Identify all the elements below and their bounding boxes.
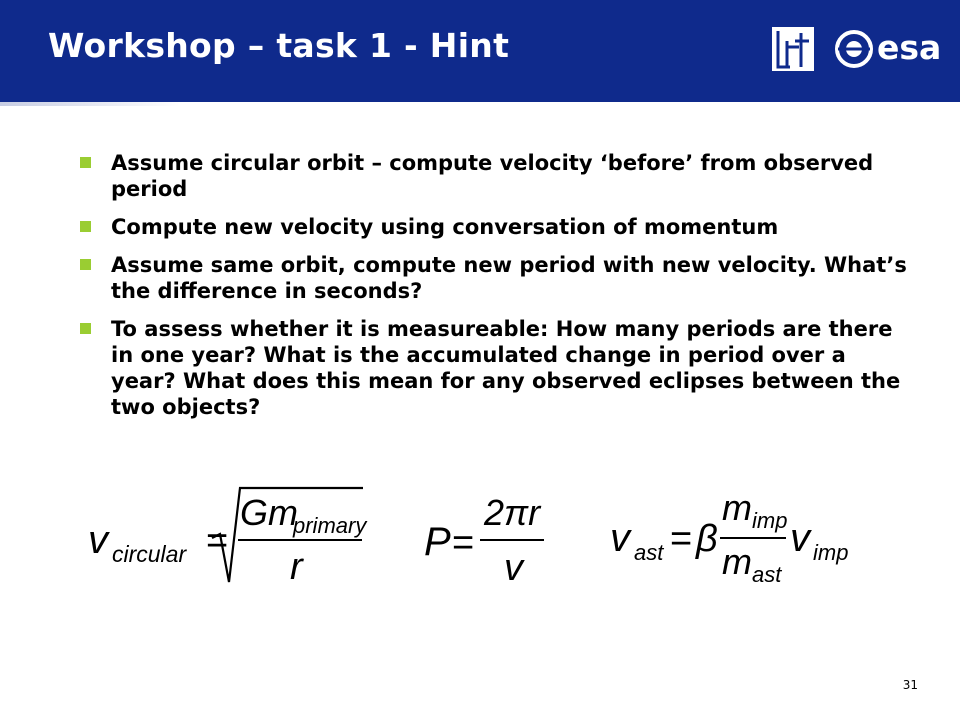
bullet-item [80,316,910,420]
eq3-numerator-sub: imp [752,508,788,533]
eq1-lhs: v [88,518,108,562]
bullet-square-icon [80,259,91,270]
eq3-lhs-sub: ast [634,540,664,565]
eq3-numerator: m [722,487,752,528]
esa-logo [834,25,946,73]
bullet-text: Assume circular orbit – compute velocity ‘before’ from observed period [111,151,874,201]
bullet-text: Compute new velocity using conversation of momentum [111,215,779,239]
bullet-item [80,252,910,304]
bullet-list [80,150,910,432]
esa-logo-text: esa [877,28,942,67]
bullet-text: To assess whether it is measureable: How many periods are there in one year? What is the accumulated change in period over a year? What does this mean for any observed eclipses between the two objects? [111,317,901,419]
equation-asteroid-velocity [610,476,870,586]
eq2-lhs: P [424,520,451,564]
bullet-text: Assume same orbit, compute new period with new velocity. What’s the difference in seconds? [111,253,907,303]
eq1-equals: = [206,520,229,562]
eq3-rhs: v [790,516,810,560]
eq1-denominator: r [290,546,303,588]
header-bar [0,0,960,102]
equation-period [420,480,560,590]
eq1-lhs-sub: circular [112,541,187,567]
bullet-square-icon [80,323,91,334]
page-number: 31 [902,678,918,692]
slide-title: Workshop – task 1 - Hint [48,26,510,65]
eq1-numerator: Gm [240,492,298,533]
header-shadow [0,102,180,106]
equation-circular-velocity [88,480,378,590]
bullet-square-icon [80,221,91,232]
eq3-denominator: m [722,541,752,582]
eq3-rhs-sub: imp [813,540,849,565]
eq3-beta: β [696,518,718,560]
bullet-item [80,150,910,202]
lrt-logo [770,25,816,73]
eq3-equals: = [670,518,693,560]
bullet-item [80,214,910,240]
eq2-numerator: 2πr [484,492,541,533]
bullet-square-icon [80,157,91,168]
eq1-numerator-sub: primary [293,513,367,538]
eq3-denominator-sub: ast [752,562,782,586]
eq2-equals: = [452,522,475,564]
eq2-denominator: v [504,547,523,589]
eq3-lhs: v [610,516,630,560]
